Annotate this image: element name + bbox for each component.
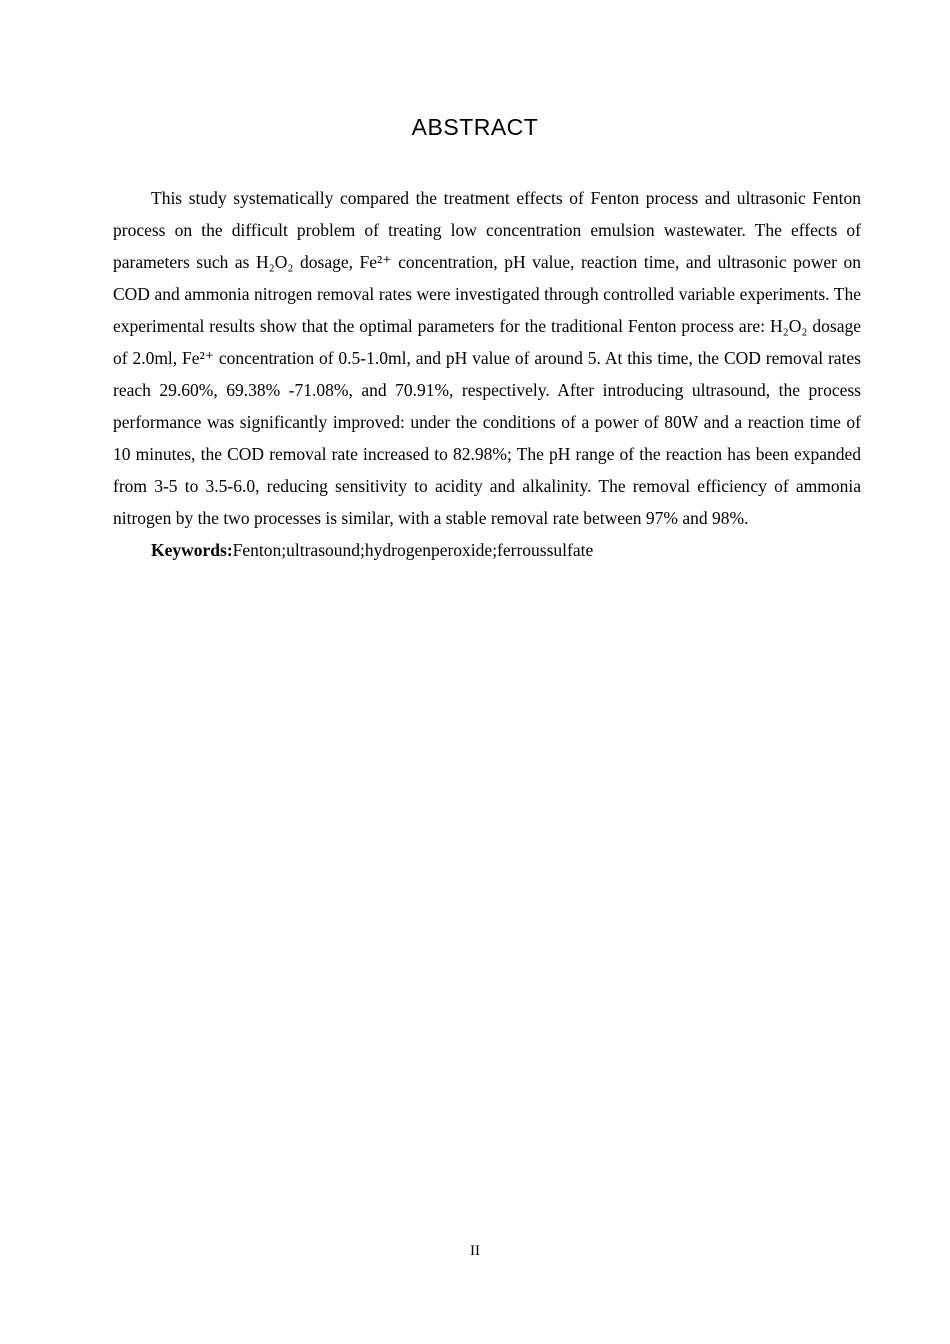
abstract-content [113,182,861,566]
page-number: II [470,1243,480,1259]
keywords-line [113,534,861,566]
page-title: ABSTRACT [411,114,539,140]
keywords-label: Keywords: [151,540,233,560]
abstract-body: This study systematically compared the treatment effects of Fenton process and ultrasonic Fenton process on the difficult problem of treating low concentration emulsion wastewater. The effects of parameters such as H₂O₂ dosage, Fe²⁺ concentration, pH value, reaction time, and ultrasonic power on COD and ammonia nitrogen removal rates were investigated through controlled variable experiments. The experimental results show that the optimal parameters for the traditional Fenton process are: H₂O₂ dosage of 2.0ml, Fe²⁺ concentration of 0.5-1.0ml, and pH value of around 5. At this time, the COD removal rates reach 29.60%, 69.38% -71.08%, and 70.91%, respectively. After introducing ultrasound, the process performance was significantly improved: under the conditions of a power of 80W and a reaction time of 10 minutes, the COD removal rate increased to 82.98%; The pH range of the reaction has been expanded from 3-5 to 3.5-6.0, reducing sensitivity to acidity and alkalinity. The removal efficiency of ammonia nitrogen by the two processes is similar, with a stable removal rate between 97% and 98%. [113,188,861,528]
keywords-text: Fenton;ultrasound;hydrogenperoxide;ferroussulfate [232,540,594,560]
